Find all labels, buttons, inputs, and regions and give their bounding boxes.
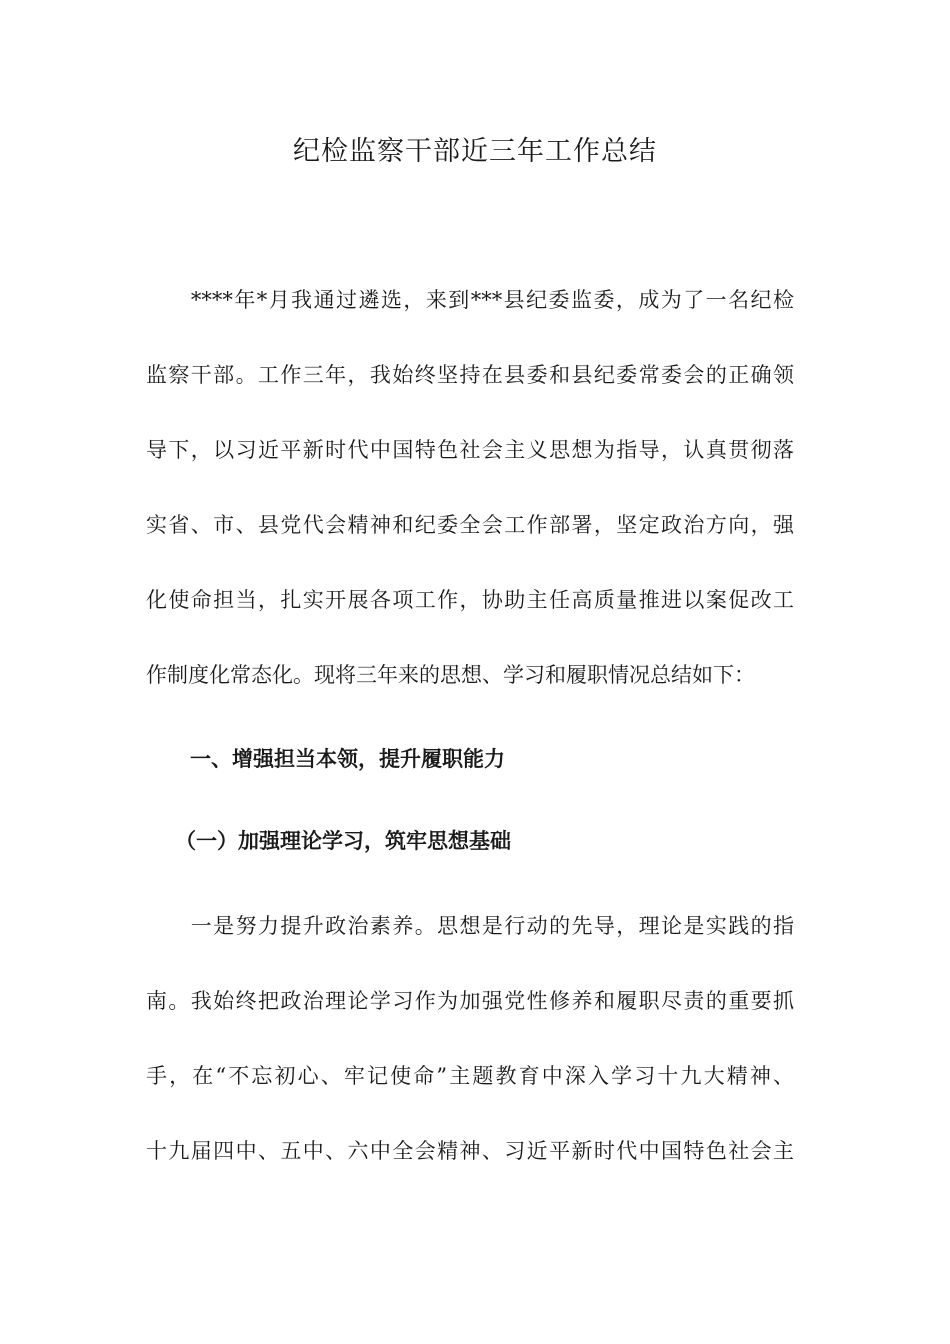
text-line: 十九届四中、五中、六中全会精神、习近平新时代中国特色社会主 bbox=[146, 1139, 794, 1163]
document-title: 纪检监察干部近三年工作总结 bbox=[293, 136, 657, 167]
text-line: 实省、市、县党代会精神和纪委全会工作部署，坚定政治方向，强 bbox=[146, 513, 794, 537]
intro-paragraph bbox=[146, 263, 794, 713]
text-line: 手，在“不忘初心、牢记使命”主题教育中深入学习十九大精神、 bbox=[146, 1064, 794, 1088]
text-line: 导下，以习近平新时代中国特色社会主义思想为指导，认真贯彻落 bbox=[146, 438, 794, 462]
text-line: 南。我始终把政治理论学习作为加强党性修养和履职尽责的重要抓 bbox=[146, 989, 794, 1013]
text-line: 一是努力提升政治素养。思想是行动的先导，理论是实践的指 bbox=[146, 914, 794, 938]
text-line: 监察干部。工作三年，我始终坚持在县委和县纪委常委会的正确领 bbox=[146, 363, 794, 387]
text-line: ****年*月我通过遴选，来到***县纪委监委，成为了一名纪检 bbox=[146, 288, 794, 312]
text-line: 化使命担当，扎实开展各项工作，协助主任高质量推进以案促改工 bbox=[146, 588, 794, 612]
body-paragraph bbox=[146, 889, 794, 1189]
section-heading: 一、增强担当本领，提升履职能力 bbox=[190, 747, 505, 771]
text-line: 作制度化常态化。现将三年来的思想、学习和履职情况总结如下： bbox=[146, 663, 755, 687]
subsection-heading: （一）加强理论学习，筑牢思想基础 bbox=[175, 829, 511, 853]
